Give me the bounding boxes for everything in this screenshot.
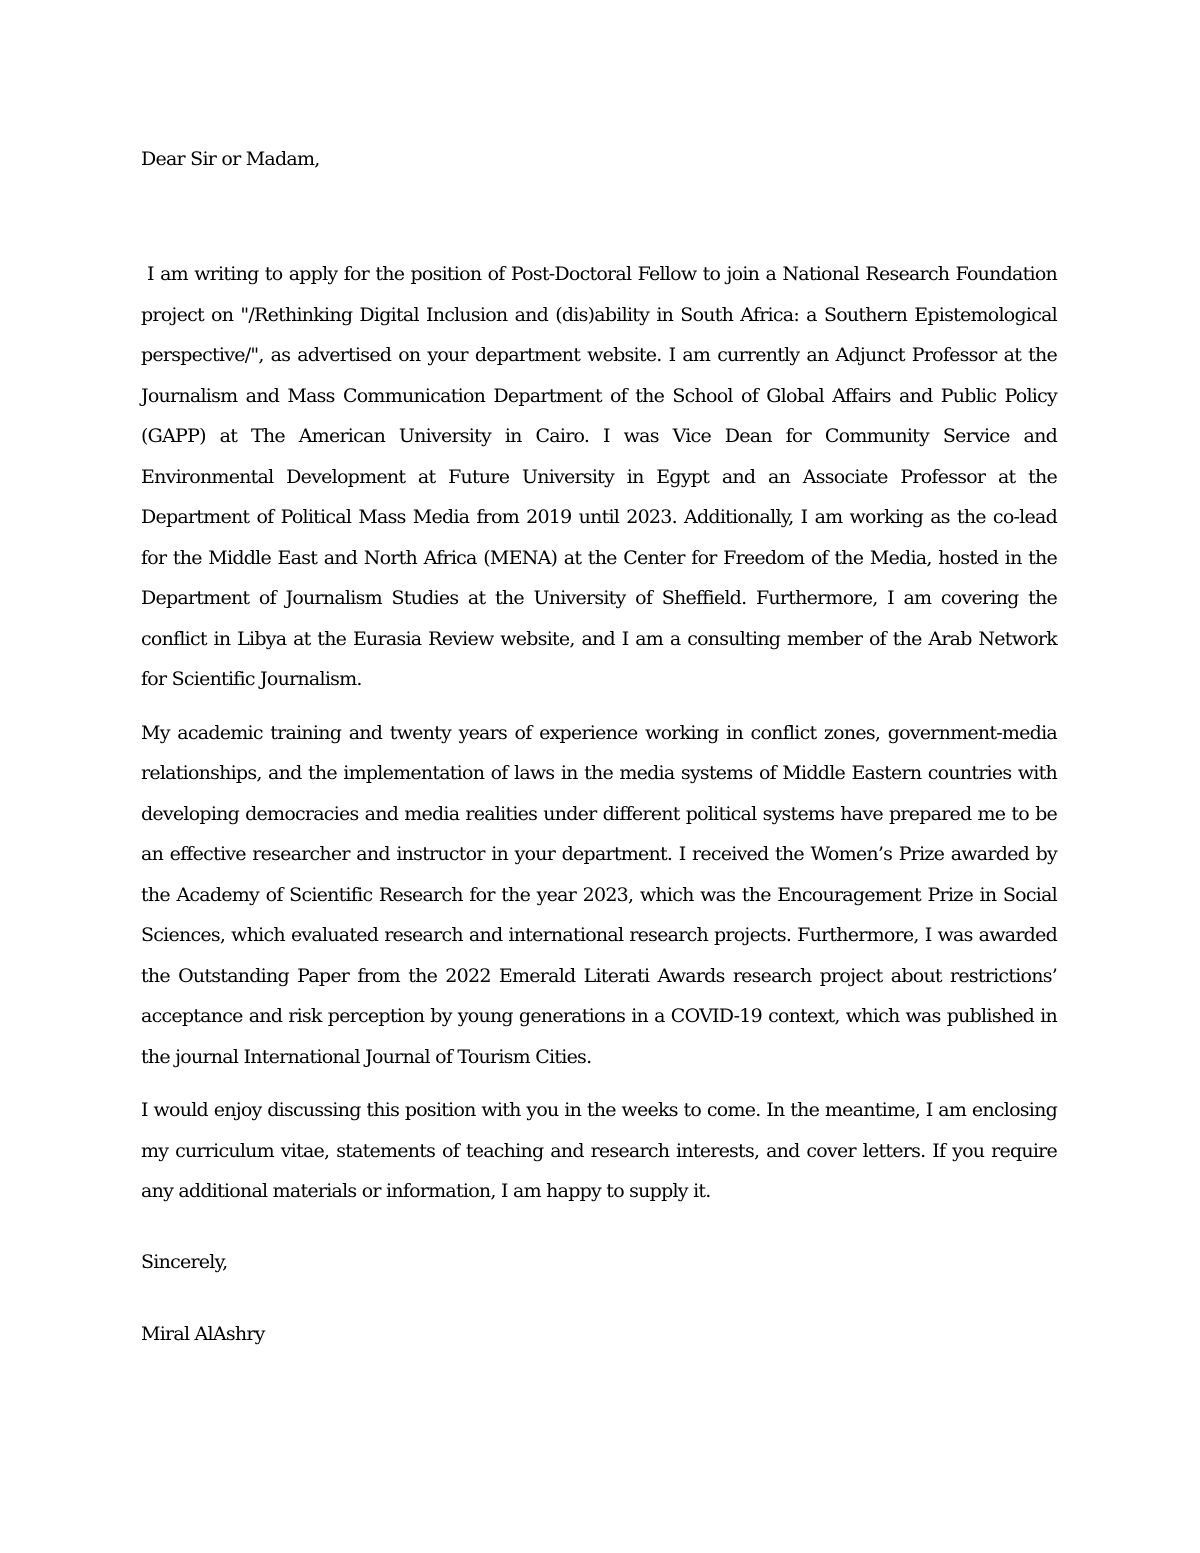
signature-name: Miral AlAshry	[141, 1322, 265, 1345]
paragraph-experience: My academic training and twenty years of experience working in conflict zones, government-media relationships, and the implementation of laws in the media systems of Middle Eastern countries with developing democracies and media realities under different political systems have prepared me to be an effective researcher and instructor in your department. I received the Women’s Prize awarded by the Academy of Scientific Research for the year 2023, which was the Encouragement Prize in Social Sciences, which evaluated research and international research projects. Furthermore, I was awarded the Outstanding Paper from the 2022 Emerald Literati Awards research project about restrictions’ acceptance and risk perception by young generations in a COVID-19 context, which was published in the journal International Journal of Tourism Cities.	[141, 721, 1057, 1068]
paragraph-introduction: I am writing to apply for the position of Post-Doctoral Fellow to join a National Research Foundation project on "/Rethinking Digital Inclusion and (dis)ability in South Africa: a Southern Epistemological perspective/", as advertised on your department website. I am currently an Adjunct Professor at the Journalism and Mass Communication Department of the School of Global Affairs and Public Policy (GAPP) at The American University in Cairo. I was Vice Dean for Community Service and Environmental Development at Future University in Egypt and an Associate Professor at the Department of Political Mass Media from 2019 until 2023. Additionally, I am working as the co-lead for the Middle East and North Africa (MENA) at the Center for Freedom of the Media, hosted in the Department of Journalism Studies at the University of Sheffield. Furthermore, I am covering the conflict in Libya at the Eurasia Review website, and I am a consulting member of the Arab Network for Scientific Journalism.	[141, 263, 1057, 690]
salutation: Dear Sir or Madam,	[141, 148, 320, 170]
paragraph-conclusion: I would enjoy discussing this position with you in the weeks to come. In the meantime, I am enclosing my curriculum vitae, statements of teaching and research interests, and cover letters. If you require any additional materials or information, I am happy to supply it.	[141, 1099, 1057, 1202]
cover-letter	[141, 142, 1057, 1351]
closing: Sincerely,	[141, 1250, 228, 1273]
